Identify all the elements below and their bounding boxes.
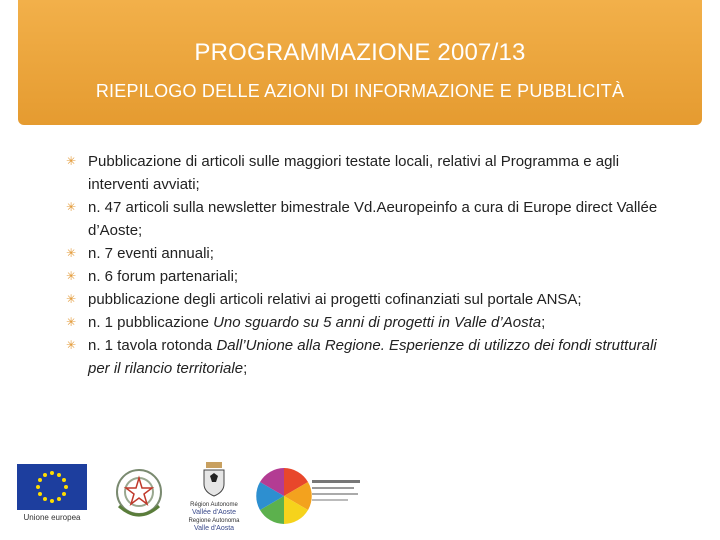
roundtable-title: Dall’Unione alla Regione. Esperienze di utilizzo dei fondi strutturali per il rilancio territoriale: [88, 337, 657, 377]
bullet-text: Pubblicazione di articoli sulle maggiori testate locali, relativi al Programma e agli interventi avviati;: [88, 153, 620, 193]
fesr-logo: [254, 466, 364, 528]
slide-subtitle: RIEPILOGO DELLE AZIONI DI INFORMAZIONE E PUBBLICITÀ: [95, 81, 625, 101]
bullet-item: [66, 265, 666, 288]
asterisk-bullet-icon: ✳: [66, 269, 77, 283]
slide-header: [18, 0, 702, 125]
slide-title: PROGRAMMAZIONE 2007/13: [194, 39, 526, 66]
bullet-text-pre: n. 1 tavola rotonda: [88, 337, 217, 354]
region-line: Vallée d'Aoste: [191, 509, 237, 516]
bullet-text: n. 6 forum partenariali;: [88, 268, 239, 285]
eu-caption: Unione europea: [23, 513, 81, 522]
bullet-text-post: ;: [541, 314, 546, 331]
asterisk-bullet-icon: ✳: [66, 200, 77, 214]
bullet-item: [66, 288, 666, 311]
region-line: Valle d'Aosta: [193, 525, 235, 532]
bullet-list: [66, 150, 666, 380]
bullet-text-pre: n. 1 pubblicazione: [88, 314, 214, 331]
bullet-text: n. 7 eventi annuali;: [88, 245, 214, 262]
asterisk-bullet-icon: ✳: [66, 292, 77, 306]
region-line: Regione Autonoma: [188, 518, 240, 524]
logo-strip: [14, 460, 374, 532]
asterisk-bullet-icon: ✳: [66, 246, 77, 260]
bullet-item: [66, 150, 666, 196]
bullet-item: [66, 242, 666, 265]
asterisk-bullet-icon: ✳: [66, 315, 77, 329]
bullet-item: [66, 311, 666, 334]
italian-republic-emblem-icon: [109, 462, 169, 526]
asterisk-bullet-icon: ✳: [66, 338, 77, 352]
bullet-text: n. 47 articoli sulla newsletter bimestrale Vd.Aeuropeinfo a cura di Europe direct Vallée d’Aoste;: [88, 199, 658, 239]
eu-flag-logo: [17, 464, 87, 510]
valle-aosta-region-logo: [186, 460, 242, 532]
eu-stars-icon: [17, 464, 87, 510]
publication-title: Uno sguardo su 5 anni di progetti in Valle d’Aosta: [213, 314, 542, 331]
bullet-text: pubblicazione degli articoli relativi ai progetti cofinanziati sul portale ANSA;: [88, 291, 582, 308]
bullet-item: [66, 334, 666, 380]
bullet-item: [66, 196, 666, 242]
bullet-text-post: ;: [243, 360, 248, 377]
asterisk-bullet-icon: ✳: [66, 154, 77, 168]
region-line: Région Autonome: [190, 502, 238, 508]
